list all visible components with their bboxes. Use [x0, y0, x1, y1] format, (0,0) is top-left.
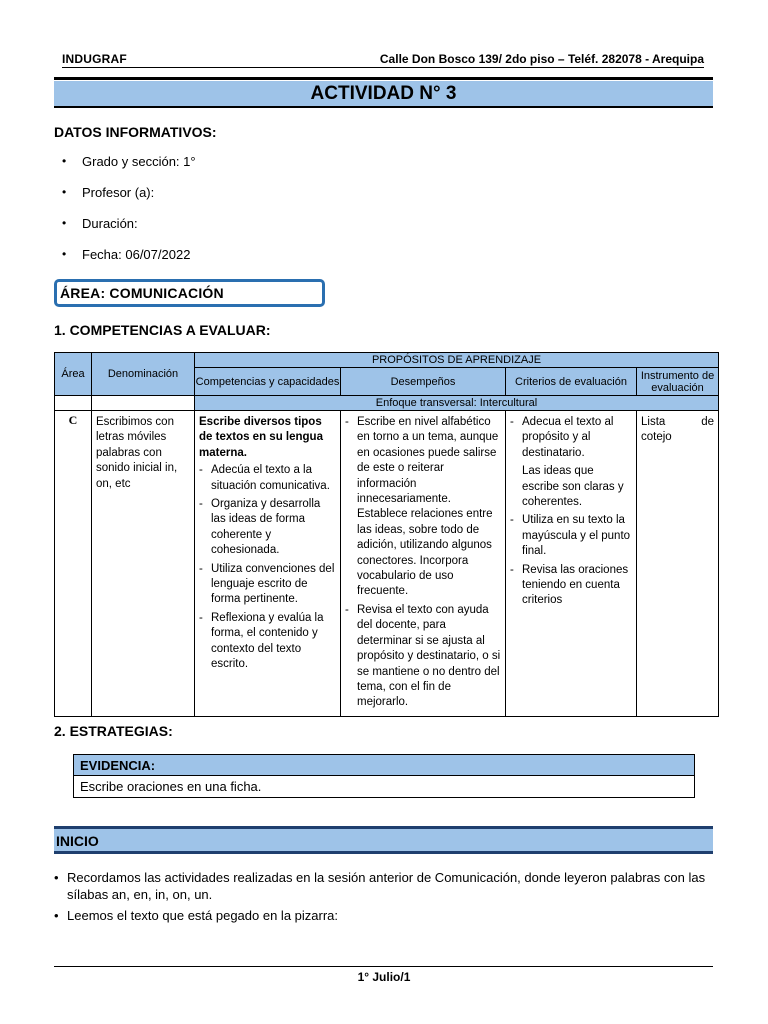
bullet-icon: •: [62, 216, 67, 230]
competencias-table: [54, 352, 719, 717]
criterio-text: Las ideas que escribe son claras y coherentes.: [522, 465, 624, 509]
evidencia-box: [73, 754, 695, 798]
inicio-heading: [54, 826, 713, 854]
dash-icon: -: [199, 498, 203, 511]
col-area-header: Área: [55, 353, 92, 396]
criterio-text: Utiliza en su texto la mayúscula y el punto final.: [522, 514, 631, 558]
datos-item-text: Fecha: 06/07/2022: [82, 247, 191, 262]
inicio-item-text: Recordamos las actividades realizadas en la sesión anterior de Comunicación, donde leyeron palabras con las sílabas an, en, in, on, un.: [67, 870, 706, 902]
datos-item-text: Duración:: [82, 216, 138, 231]
criterio-text: Adecua el texto al propósito y al destinatario.: [522, 416, 614, 459]
instrumento-word: cotejo: [641, 431, 672, 444]
evidencia-body: Escribe oraciones en una ficha.: [80, 779, 262, 794]
bullet-icon: •: [62, 185, 67, 199]
evidencia-head: EVIDENCIA:: [74, 755, 694, 776]
estrategias-title: 2. ESTRATEGIAS:: [54, 723, 173, 739]
col-denominacion-header: Denominación: [92, 353, 195, 396]
denominacion-cell: Escribimos con letras móviles palabras con sonido inicial in, on, etc: [92, 411, 195, 717]
criterio-text: Revisa las oraciones teniendo en cuenta criterios: [522, 563, 629, 607]
page-footer: 1° Julio/1: [357, 970, 411, 984]
competencias-title: 1. COMPETENCIAS A EVALUAR:: [54, 322, 271, 338]
inicio-list: [54, 869, 714, 928]
datos-item: [62, 216, 196, 247]
criterio-item: [510, 563, 632, 609]
area-label: ÁREA: COMUNICACIÓN: [60, 285, 224, 301]
inicio-item-text: Leemos el texto que está pegado en la pizarra:: [67, 908, 339, 923]
inicio-title: INICIO: [56, 833, 99, 849]
header-rule: [54, 77, 713, 80]
datos-item: [62, 154, 196, 185]
activity-title-text: ACTIVIDAD N° 3: [310, 82, 457, 104]
datos-item: [62, 185, 196, 216]
criterios-list: [510, 415, 632, 609]
page-header: [62, 52, 704, 68]
activity-title: [54, 81, 713, 108]
inicio-item: [54, 869, 714, 903]
datos-item-text: Profesor (a):: [82, 185, 155, 200]
capacidad-text: Adecúa el texto a la situación comunicativa.: [211, 464, 330, 492]
datos-item-text: Grado y sección: 1°: [82, 154, 196, 169]
instrumento-word: Lista: [641, 416, 666, 428]
datos-list: [62, 154, 196, 278]
dash-icon: -: [345, 603, 349, 616]
enfoque-row: Enfoque transversal: Intercultural: [195, 396, 719, 411]
dash-icon: [510, 464, 522, 510]
criterio-item: [510, 415, 632, 461]
dash-icon: -: [510, 416, 514, 428]
capacidad-item: [199, 463, 336, 494]
instrumento-word: de: [701, 416, 714, 428]
header-address: Calle Don Bosco 139/ 2do piso – Teléf. 282078 - Arequipa: [379, 52, 704, 66]
desempenos-list: [345, 415, 501, 711]
dash-icon: -: [199, 611, 203, 624]
capacidad-text: Reflexiona y evalúa la forma, el contenido y contexto del texto escrito.: [211, 611, 324, 671]
dash-icon: -: [199, 464, 203, 477]
area-cell: C: [55, 411, 92, 717]
col-desempenos-header: Desempeños: [341, 368, 506, 396]
criterio-item: [510, 464, 632, 510]
criterio-item: [510, 513, 632, 559]
desempeno-item: [345, 415, 501, 600]
desempenos-cell: [341, 411, 506, 717]
capacidad-item: [199, 562, 336, 608]
instrumento-cell: [637, 411, 719, 717]
desempeno-text: Revisa el texto con ayuda del docente, para determinar si se ajusta al propósito y destinatario, o si se mantiene o no dentro del tema, con el fin de mejorarlo.: [357, 603, 501, 709]
propositos-header: PROPÓSITOS DE APRENDIZAJE: [195, 353, 719, 368]
competencias-cell: [195, 411, 341, 717]
bullet-icon: •: [62, 247, 67, 261]
footer-rule: [54, 966, 713, 967]
competencia-title: Escribe diversos tipos de textos en su lengua materna.: [199, 416, 323, 459]
capacidad-item: [199, 611, 336, 673]
capacidad-item: [199, 497, 336, 559]
dash-icon: -: [199, 562, 203, 575]
dash-icon: -: [510, 563, 514, 576]
header-org: INDUGRAF: [62, 52, 127, 66]
dash-icon: -: [345, 416, 349, 428]
capacidad-text: Organiza y desarrolla las ideas de forma coherente y cohesionada.: [211, 498, 321, 557]
datos-item: [62, 247, 196, 278]
bullet-icon: •: [54, 908, 59, 923]
datos-title: DATOS INFORMATIVOS:: [54, 124, 217, 140]
col-criterios-header: Criterios de evaluación: [506, 368, 637, 396]
col-instrumento-header: Instrumento de evaluación: [637, 368, 719, 396]
instrumento-line: [641, 415, 714, 430]
capacidades-list: [199, 463, 336, 672]
desempeno-item: [345, 603, 501, 711]
dash-icon: -: [510, 514, 514, 527]
capacidad-text: Utiliza convenciones del lenguaje escrito de forma pertinente.: [211, 562, 335, 606]
criterios-cell: [506, 411, 637, 717]
desempeno-text: Escribe en nivel alfabético en torno a un tema, aunque en ocasiones puede salirse de este o reiterar información innecesariamente. Establece relaciones entre las ideas, sobre todo de adición, utilizando algunos conectores. Incorpora vocabulario de uso frecuente.: [357, 416, 499, 598]
bullet-icon: •: [62, 154, 67, 168]
area-box: [54, 279, 325, 307]
col-competencias-header: Competencias y capacidades: [195, 368, 341, 396]
bullet-icon: •: [54, 870, 59, 885]
inicio-item: [54, 907, 714, 924]
